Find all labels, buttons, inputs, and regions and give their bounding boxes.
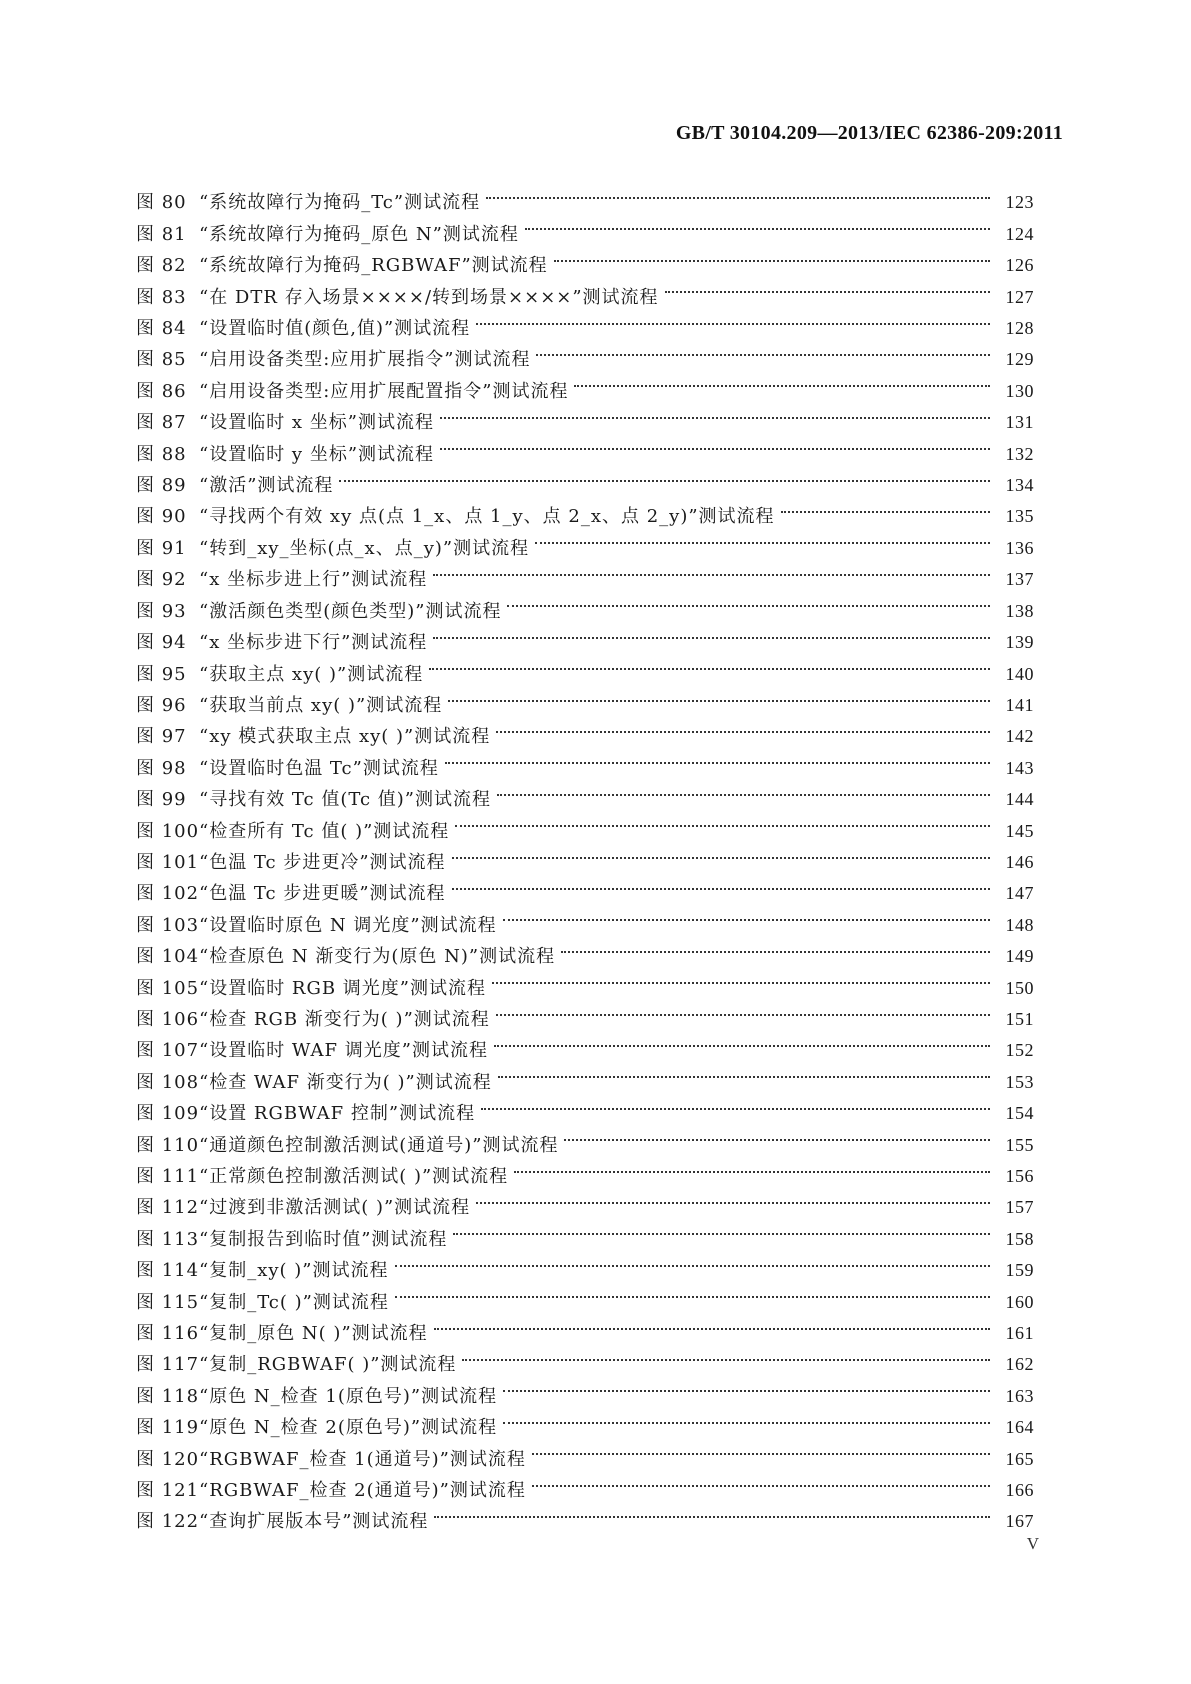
dot-leader: [525, 208, 990, 239]
page-reference: 135: [1005, 506, 1034, 527]
dot-leader: [462, 1339, 990, 1370]
page-reference: 156: [1005, 1166, 1034, 1186]
dot-leader: [554, 240, 990, 271]
dot-leader: [665, 271, 990, 302]
dot-leader: [503, 899, 990, 930]
dot-leader: [339, 460, 990, 491]
page-reference: 140: [1005, 663, 1034, 684]
page-number: V: [1026, 1534, 1039, 1553]
dot-leader: [452, 837, 990, 868]
figure-title: “转到_xy_坐标(点_x、点_y)”测试流程: [199, 537, 530, 559]
figure-title: “寻找有效 Tc 值(Tc 值)”测试流程: [199, 789, 491, 811]
dot-leader: [781, 491, 990, 522]
page-reference: 142: [1005, 726, 1034, 747]
dot-leader: [532, 1433, 990, 1464]
page-reference: 161: [1005, 1323, 1034, 1344]
figure-label: 图 82: [136, 255, 187, 277]
dot-leader: [497, 774, 990, 805]
page-reference: 137: [1005, 569, 1034, 590]
figure-label: 图 92: [136, 569, 187, 591]
dot-leader: [429, 648, 990, 679]
page-reference: 154: [1005, 1103, 1034, 1124]
figure-title: “检查 RGB 渐变行为( )”测试流程: [199, 1008, 490, 1030]
figure-title: “复制_Tc( )”测试流程: [199, 1291, 389, 1313]
figure-label: 图 122: [136, 1511, 200, 1533]
figure-title: “在 DTR 存入场景××××/转到场景××××”测试流程: [199, 286, 659, 308]
figure-label: 图 121: [136, 1480, 200, 1502]
figure-label: 图 116: [136, 1323, 200, 1345]
figure-label: 图 99: [136, 789, 187, 811]
page-reference: 126: [1005, 255, 1034, 276]
figure-label: 图 97: [136, 726, 187, 748]
dot-leader: [440, 428, 990, 459]
figure-label: 图 95: [136, 663, 187, 685]
figure-title: “复制报告到临时值”测试流程: [199, 1228, 448, 1250]
figure-title: “系统故障行为掩码_原色 N”测试流程: [199, 223, 519, 245]
page-reference: 148: [1005, 914, 1034, 935]
figure-label: 图 114: [136, 1260, 200, 1282]
page-reference: 158: [1005, 1228, 1034, 1249]
page-reference: 151: [1005, 1008, 1034, 1029]
figure-title: “设置临时值(颜色,值)”测试流程: [199, 318, 471, 340]
dot-leader: [507, 585, 990, 616]
page-reference: 136: [1005, 537, 1034, 558]
page-reference: 139: [1005, 632, 1034, 653]
dot-leader: [503, 1370, 990, 1401]
page-reference: 129: [1005, 349, 1034, 370]
dot-leader: [440, 397, 990, 428]
figure-title: “设置临时色温 Tc”测试流程: [199, 757, 439, 779]
page-reference: 155: [1005, 1134, 1034, 1155]
figure-title: “复制_xy( )”测试流程: [199, 1260, 389, 1282]
figure-title: “设置 RGBWAF 控制”测试流程: [199, 1103, 476, 1125]
figure-label: 图 103: [136, 914, 200, 936]
figure-label: 图 101: [136, 851, 200, 873]
page-reference: 166: [1005, 1480, 1034, 1501]
dot-leader: [536, 334, 990, 365]
figure-title: “复制_RGBWAF( )”测试流程: [199, 1354, 457, 1376]
figure-title: “色温 Tc 步进更暖”测试流程: [199, 883, 446, 905]
toc-entry[interactable]: [136, 177, 1034, 214]
figure-label: 图 111: [136, 1166, 200, 1187]
figure-label: 图 109: [136, 1103, 200, 1125]
figure-title: “RGBWAF_检查 2(通道号)”测试流程: [199, 1480, 526, 1502]
page-reference: 147: [1005, 883, 1034, 904]
page-reference: 141: [1005, 694, 1034, 715]
figure-label: 图 120: [136, 1448, 200, 1470]
dot-leader: [452, 868, 990, 899]
figure-title: “xy 模式获取主点 xy( )”测试流程: [199, 726, 491, 748]
figure-title: “设置临时原色 N 调光度”测试流程: [199, 914, 497, 936]
figure-label: 图 107: [136, 1040, 200, 1062]
page-reference: 123: [1005, 192, 1034, 213]
figure-label: 图 89: [136, 475, 187, 497]
figure-label: 图 87: [136, 412, 187, 434]
page-reference: 150: [1005, 977, 1034, 998]
figure-title: “获取当前点 xy( )”测试流程: [199, 694, 443, 716]
figure-label: 图 88: [136, 443, 187, 465]
dot-leader: [476, 1182, 990, 1213]
dot-leader: [433, 617, 990, 648]
dot-leader: [574, 365, 990, 396]
figure-label: 图 90: [136, 506, 187, 528]
figure-label: 图 110: [136, 1134, 200, 1156]
figure-label: 图 86: [136, 380, 187, 402]
page-reference: 143: [1005, 757, 1034, 778]
figure-label: 图 115: [136, 1291, 200, 1313]
figure-label: 图 80: [136, 192, 187, 214]
page-reference: 164: [1005, 1417, 1034, 1438]
dot-leader: [535, 522, 990, 553]
figure-title: “启用设备类型:应用扩展指令”测试流程: [199, 349, 531, 371]
figure-label: 图 85: [136, 349, 187, 371]
dot-leader: [514, 1151, 990, 1182]
page-reference: 165: [1005, 1448, 1034, 1469]
figure-title: “查询扩展版本号”测试流程: [199, 1511, 429, 1533]
page-reference: 124: [1005, 223, 1034, 244]
page-reference: 163: [1005, 1385, 1034, 1406]
figure-title: “原色 N_检查 2(原色号)”测试流程: [199, 1417, 498, 1439]
figure-label: 图 119: [136, 1417, 200, 1439]
figure-title: “系统故障行为掩码_RGBWAF”测试流程: [199, 255, 548, 277]
dot-leader: [455, 805, 990, 836]
figure-title: “寻找两个有效 xy 点(点 1_x、点 1_y、点 2_x、点 2_y)”测试流程: [199, 506, 775, 528]
figure-title: “启用设备类型:应用扩展配置指令”测试流程: [199, 380, 569, 402]
page-reference: 128: [1005, 318, 1034, 339]
figure-label: 图 81: [136, 223, 187, 245]
page-reference: 145: [1005, 820, 1034, 841]
figure-label: 图 91: [136, 537, 187, 559]
dot-leader: [453, 1213, 990, 1244]
figure-title: “检查所有 Tc 值( )”测试流程: [199, 820, 450, 842]
dot-leader: [496, 711, 990, 742]
figure-title: “检查原色 N 渐变行为(原色 N)”测试流程: [199, 946, 556, 968]
figure-label: 图 102: [136, 883, 200, 905]
figure-label: 图 104: [136, 946, 200, 968]
page-reference: 132: [1005, 443, 1034, 464]
figure-label: 图 117: [136, 1354, 200, 1376]
figure-label: 图 93: [136, 600, 187, 622]
figure-title: “x 坐标步进上行”测试流程: [199, 569, 428, 591]
figure-title: “正常颜色控制激活测试( )”测试流程: [199, 1166, 509, 1187]
figure-label: 图 118: [136, 1385, 200, 1407]
figure-label: 图 105: [136, 977, 200, 999]
figure-title: “x 坐标步进下行”测试流程: [199, 632, 428, 654]
dot-leader: [494, 1025, 990, 1056]
figure-label: 图 112: [136, 1197, 200, 1219]
dot-leader: [445, 742, 990, 773]
figure-title: “系统故障行为掩码_Tc”测试流程: [199, 192, 481, 214]
figure-title: “设置临时 x 坐标”测试流程: [199, 412, 434, 434]
dot-leader: [476, 303, 990, 334]
figure-title: “设置临时 WAF 调光度”测试流程: [199, 1040, 488, 1062]
page-reference: 146: [1005, 851, 1034, 872]
figure-label: 图 108: [136, 1071, 200, 1093]
dot-leader: [433, 554, 990, 585]
dot-leader: [448, 680, 990, 711]
figure-title: “设置临时 y 坐标”测试流程: [199, 443, 435, 465]
figure-label: 图 83: [136, 286, 187, 308]
page-reference: 162: [1005, 1354, 1034, 1375]
figure-title: “设置临时 RGB 调光度”测试流程: [199, 977, 487, 999]
figure-title: “复制_原色 N( )”测试流程: [199, 1323, 428, 1345]
dot-leader: [492, 962, 990, 993]
dot-leader: [503, 1402, 990, 1433]
page-reference: 167: [1005, 1511, 1034, 1532]
figure-title: “获取主点 xy( )”测试流程: [199, 663, 424, 685]
page-reference: 149: [1005, 946, 1034, 967]
page-reference: 127: [1005, 286, 1034, 307]
figure-title: “色温 Tc 步进更冷”测试流程: [199, 851, 446, 873]
page-reference: 159: [1005, 1260, 1034, 1281]
page-reference: 152: [1005, 1040, 1034, 1061]
page-reference: 138: [1005, 600, 1034, 621]
dot-leader: [532, 1465, 990, 1496]
figure-label: 图 106: [136, 1008, 200, 1030]
figure-title: “激活颜色类型(颜色类型)”测试流程: [199, 600, 502, 622]
page-reference: 157: [1005, 1197, 1034, 1218]
figure-title: “检查 WAF 渐变行为( )”测试流程: [199, 1071, 492, 1093]
dot-leader: [564, 1119, 990, 1150]
figure-label: 图 96: [136, 694, 187, 716]
dot-leader: [434, 1496, 990, 1527]
figure-label: 图 98: [136, 757, 187, 779]
figure-title: “通道颜色控制激活测试(通道号)”测试流程: [199, 1134, 559, 1156]
dot-leader: [496, 994, 990, 1025]
page-reference: 153: [1005, 1071, 1034, 1092]
figure-title: “过渡到非激活测试( )”测试流程: [199, 1197, 471, 1219]
dot-leader: [561, 931, 990, 962]
page-reference: 134: [1005, 475, 1034, 496]
figure-title: “原色 N_检查 1(原色号)”测试流程: [199, 1385, 498, 1407]
dot-leader: [434, 1308, 990, 1339]
dot-leader: [486, 177, 990, 208]
dot-leader: [395, 1245, 991, 1276]
page-reference: 160: [1005, 1291, 1034, 1312]
figure-title: “激活”测试流程: [199, 475, 334, 497]
dot-leader: [498, 1056, 990, 1087]
page-reference: 130: [1005, 380, 1034, 401]
figure-label: 图 94: [136, 632, 187, 654]
standard-number-header: GB/T 30104.209—2013/IEC 62386-209:2011: [675, 122, 1063, 144]
figure-title: “RGBWAF_检查 1(通道号)”测试流程: [199, 1448, 526, 1470]
dot-leader: [395, 1276, 990, 1307]
figure-label: 图 113: [136, 1228, 200, 1250]
figure-list: [136, 177, 1034, 1533]
figure-label: 图 84: [136, 318, 187, 340]
page-reference: 131: [1005, 412, 1034, 433]
page-reference: 144: [1005, 789, 1034, 810]
dot-leader: [481, 1088, 990, 1119]
figure-label: 图 100: [136, 820, 200, 842]
